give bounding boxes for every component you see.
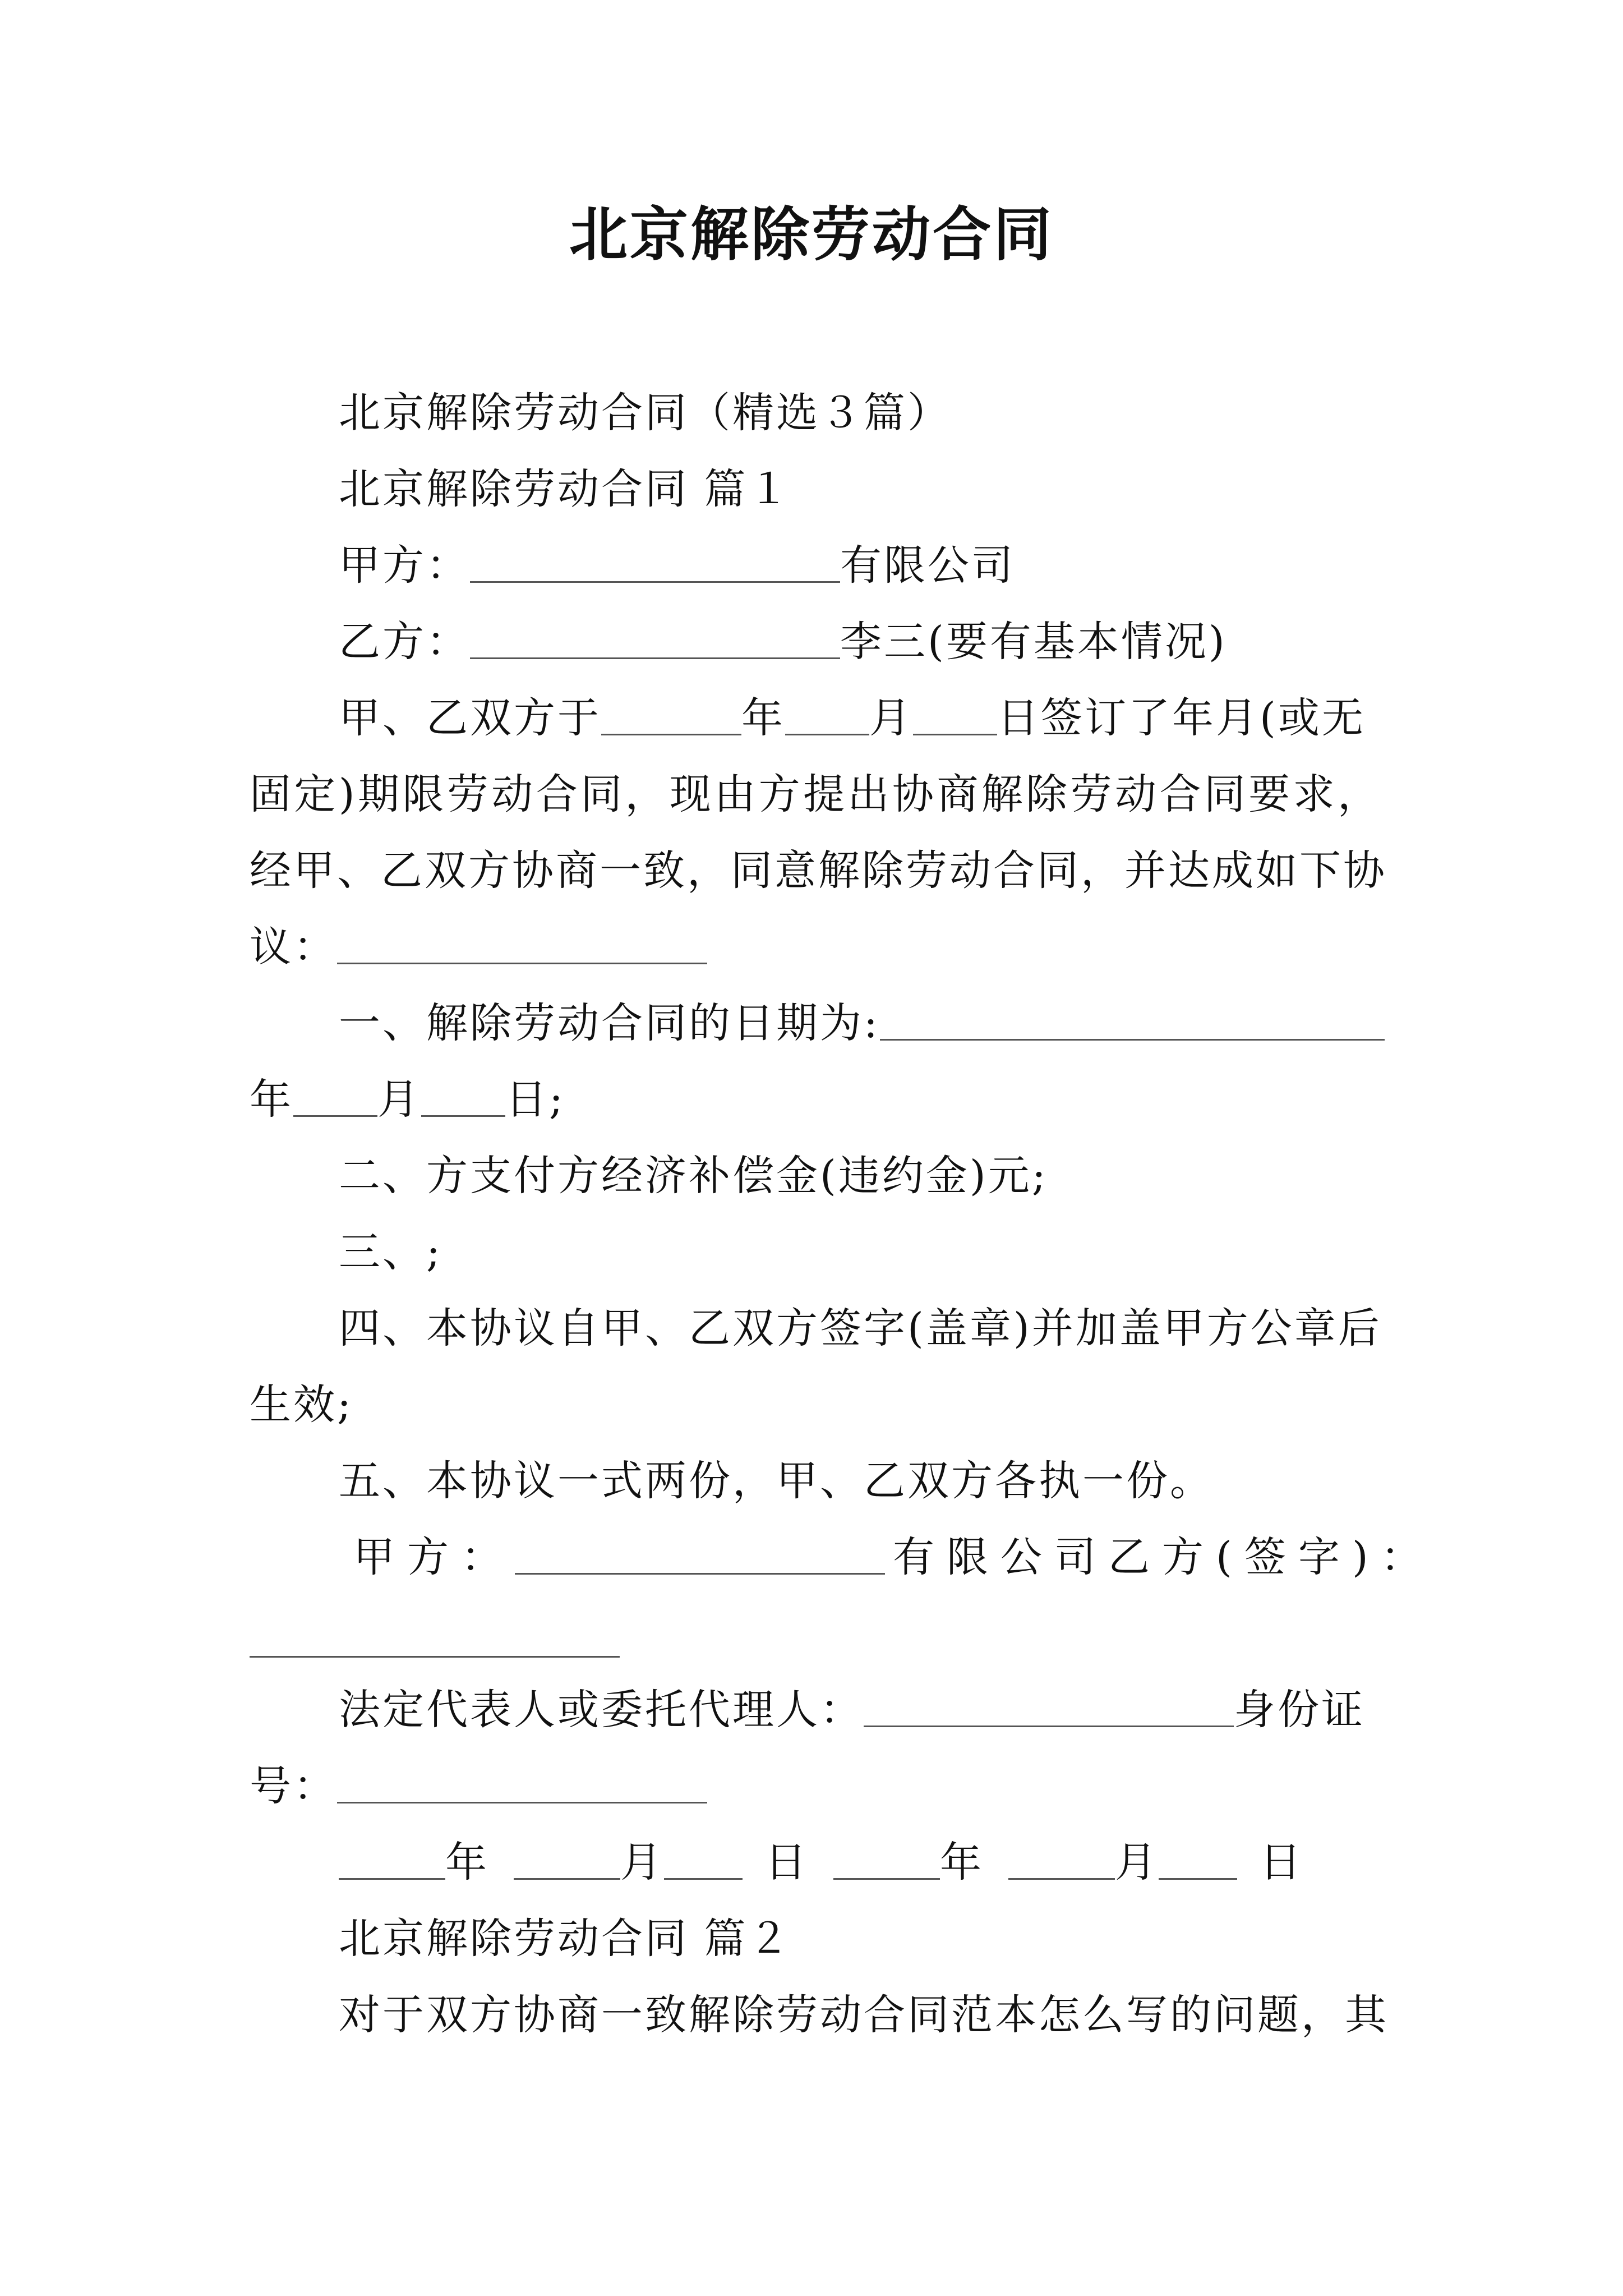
date-line	[339, 1834, 1303, 1890]
paragraph-1-line-1	[339, 690, 1366, 746]
para1-text-a: 甲、乙双方于	[339, 694, 601, 742]
item1-year: 年	[250, 1075, 293, 1124]
date-a-day-blank	[664, 1837, 743, 1880]
representative-blank	[864, 1684, 1234, 1727]
sign-a-label: 甲方：	[353, 1533, 515, 1581]
section-heading-1: 北京解除劳动合同 篇１	[339, 465, 792, 513]
date-b-year: 年	[940, 1838, 984, 1887]
party-a-label: 甲方：	[339, 541, 470, 590]
signature-blank-line	[250, 1605, 620, 1662]
item-5: 五、本协议一式两份，甲、乙双方各执一份。	[339, 1457, 1214, 1505]
paragraph-1-line-2: 固定)期限劳动合同，现由方提出协商解除劳动合同要求，	[250, 770, 1381, 818]
paragraph-1-line-3: 经甲、乙双方协商一致，同意解除劳动合同，并达成如下协	[250, 846, 1387, 895]
date-a-year: 年	[445, 1838, 489, 1887]
item1-month-blank	[293, 1074, 377, 1117]
para1-text-c: 月	[869, 694, 913, 742]
date-a-year-blank	[339, 1837, 445, 1880]
party-a-blank	[470, 540, 840, 583]
representative-label: 法定代表人或委托代理人：	[339, 1686, 864, 1734]
date-b-month-blank	[1008, 1837, 1115, 1880]
date-b-year-blank	[833, 1837, 940, 1880]
party-a-suffix: 有限公司	[840, 541, 1015, 590]
termination-date-blank	[880, 997, 1385, 1041]
date-a-month: 月	[620, 1838, 664, 1887]
item1-month: 月	[377, 1075, 421, 1124]
party-b-suffix: 李三(要有基本情况)	[840, 618, 1227, 666]
last-paragraph-line: 对于双方协商一致解除劳动合同范本怎么写的问题，其	[339, 1991, 1389, 2039]
date-a-day: 日	[765, 1838, 809, 1887]
day-blank	[913, 692, 997, 735]
intro-line: 北京解除劳动合同（精选３篇）	[339, 389, 951, 437]
date-b-day-blank	[1159, 1837, 1237, 1880]
item-1-line-1	[339, 995, 1385, 1051]
para1-text-d: 日签订了年月(或无	[997, 694, 1366, 742]
date-b-day: 日	[1260, 1838, 1303, 1887]
agreement-blank	[337, 921, 707, 964]
sign-b-blank	[250, 1605, 620, 1658]
id-number-line	[250, 1758, 707, 1814]
document-title: 北京解除劳动合同	[569, 200, 1054, 269]
item-3: 三、;	[339, 1228, 442, 1276]
id-label: 身份证	[1234, 1686, 1365, 1734]
party-b-line	[339, 614, 1227, 670]
para1-text-e: 议：	[250, 923, 337, 971]
sign-company-blank	[515, 1531, 885, 1575]
party-a-line	[339, 537, 1015, 593]
item-4-line-2: 生效;	[250, 1381, 353, 1429]
date-b-month: 月	[1115, 1838, 1159, 1887]
item1-day-blank	[421, 1074, 505, 1117]
party-b-label: 乙方：	[339, 618, 470, 666]
id-number-blank	[337, 1760, 707, 1803]
party-b-blank	[470, 616, 840, 659]
section-heading-2: 北京解除劳动合同 篇２	[339, 1915, 792, 1963]
para1-text-b: 年	[741, 694, 785, 742]
representative-line	[339, 1682, 1365, 1738]
sign-a-suffix: 有限公司乙方(签字)：	[893, 1533, 1435, 1581]
id-label-2: 号：	[250, 1762, 337, 1810]
month-blank	[785, 692, 869, 735]
signature-line	[353, 1529, 1435, 1585]
year-blank	[601, 692, 741, 735]
item-4-line-1: 四、本协议自甲、乙双方签字(盖章)并加盖甲方公章后	[339, 1304, 1382, 1352]
item1-day: 日;	[505, 1075, 565, 1124]
item1-text: 一、解除劳动合同的日期为:	[339, 999, 880, 1047]
paragraph-1-line-4	[250, 919, 707, 975]
item-1-line-2	[250, 1071, 565, 1128]
date-a-month-blank	[514, 1837, 620, 1880]
item-2: 二、方支付方经济补偿金(违约金)元;	[339, 1152, 1048, 1200]
